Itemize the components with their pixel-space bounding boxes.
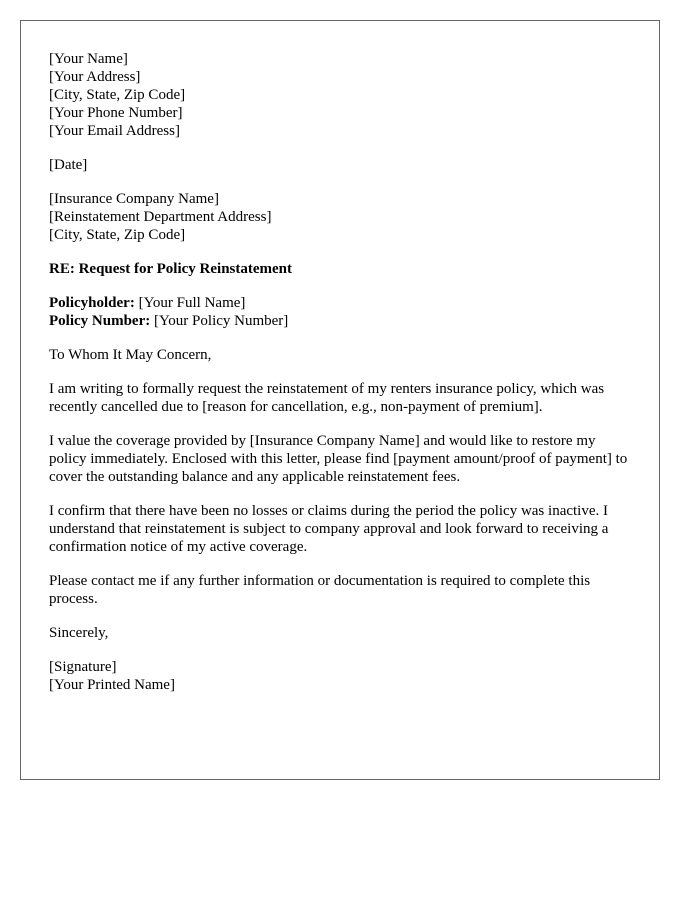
policyholder-value: [Your Full Name] — [134, 295, 246, 311]
sender-block — [49, 50, 631, 140]
sender-name: [Your Name] — [49, 51, 128, 67]
recipient-block — [49, 190, 631, 244]
policy-info-block — [49, 294, 631, 330]
policy-number-line — [49, 312, 631, 330]
sender-phone: [Your Phone Number] — [49, 105, 183, 121]
salutation: To Whom It May Concern, — [49, 347, 212, 363]
policyholder-label: Policyholder: — [49, 295, 135, 311]
signature-placeholder: [Signature] — [49, 659, 117, 675]
body-paragraph-2: I value the coverage provided by [Insurance Company Name] and would like to restore my policy immediately. Enclosed with this letter, please find [payment amount/proof of payment] to cover the outstanding balance and any applicable reinstatement fees. — [49, 433, 628, 485]
policyholder-line — [49, 294, 631, 312]
recipient-department-address: [Reinstatement Department Address] — [49, 209, 272, 225]
body-paragraph-3: I confirm that there have been no losses or claims during the period the policy was inactive. I understand that reinstatement is subject to company approval and look forward to receiving a confirmation notice of my active coverage. — [49, 503, 609, 555]
sender-email: [Your Email Address] — [49, 123, 180, 139]
printed-name: [Your Printed Name] — [49, 677, 175, 693]
subject-line: RE: Request for Policy Reinstatement — [49, 261, 293, 277]
body-paragraph-1: I am writing to formally request the reinstatement of my renters insurance policy, which was recently cancelled due to [reason for cancellation, e.g., non-payment of premium]. — [49, 381, 605, 415]
policy-number-value: [Your Policy Number] — [150, 313, 289, 329]
body-paragraph-4: Please contact me if any further information or documentation is required to complete this process. — [49, 573, 591, 607]
sender-address: [Your Address] — [49, 69, 141, 85]
policy-number-label: Policy Number: — [49, 313, 151, 329]
subject-block — [49, 260, 631, 278]
recipient-company: [Insurance Company Name] — [49, 191, 219, 207]
closing: Sincerely, — [49, 625, 109, 641]
date-block — [49, 156, 631, 174]
letter-page — [20, 20, 660, 780]
sender-city-state-zip: [City, State, Zip Code] — [49, 87, 186, 103]
recipient-city-state-zip: [City, State, Zip Code] — [49, 227, 186, 243]
letter-date: [Date] — [49, 157, 88, 173]
signature-block — [49, 658, 631, 694]
